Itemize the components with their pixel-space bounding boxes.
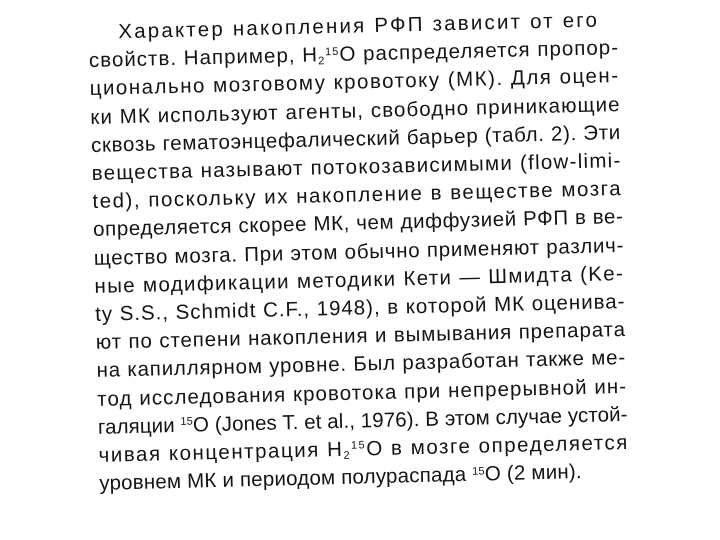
scanned-text-block (88, 7, 636, 496)
text-segment: вещества называют потокозависимыми (flow-limi- (91, 149, 622, 185)
text-segment: галяции (97, 413, 181, 439)
text-segment: О (Jones T. et al., 1976). В этом случае устой- (192, 402, 628, 437)
text-segment: тод исследования кровотока при непрерывной ин- (96, 374, 628, 411)
text-segment: ки МК используют агенты, свободно приникающие (90, 92, 621, 129)
text-segment: Характер накопления РФП зависит от его (118, 8, 600, 44)
subscript: 2 (318, 55, 326, 68)
text-segment: ные модификации методики Кети — Шмидта (Ke- (94, 261, 625, 298)
superscript: 15 (180, 415, 194, 429)
text-segment: определяется скорее МК, чем диффузией РФП в ве- (92, 205, 624, 242)
superscript: 15 (324, 45, 340, 58)
superscript: 15 (350, 439, 367, 453)
text-segment: ют по степени накопления и вымывания препарата (95, 318, 627, 355)
subscript: 2 (343, 449, 352, 463)
text-segment: О (2 мин). (484, 460, 583, 486)
text-segment: уровнем МК и периодом полураспада (99, 462, 473, 496)
text-segment: ty S.S., Schmidt C.F., 1948), в которой МК оценива- (94, 289, 626, 326)
text-segment: чивая концентрация Н (98, 437, 344, 467)
text-segment: ted), поскольку их накопление в веществе мозга (92, 177, 623, 214)
text-segment: на капиллярном уровне. Был разработан также ме- (96, 346, 627, 383)
text-segment: сквозь гематоэнцефалический барьер (табл. 2). Эти (90, 120, 622, 157)
text-segment: свойств. Например, Н (88, 43, 319, 73)
text-segment: О в мозге определяется (366, 430, 630, 461)
text-segment: щество мозга. При этом обычно применяют различ- (93, 233, 625, 270)
superscript: 15 (471, 465, 485, 478)
text-segment: ционально мозговому кровотоку (МК). Для оцен- (89, 64, 620, 101)
text-segment: О распределяется пропор- (339, 36, 620, 67)
